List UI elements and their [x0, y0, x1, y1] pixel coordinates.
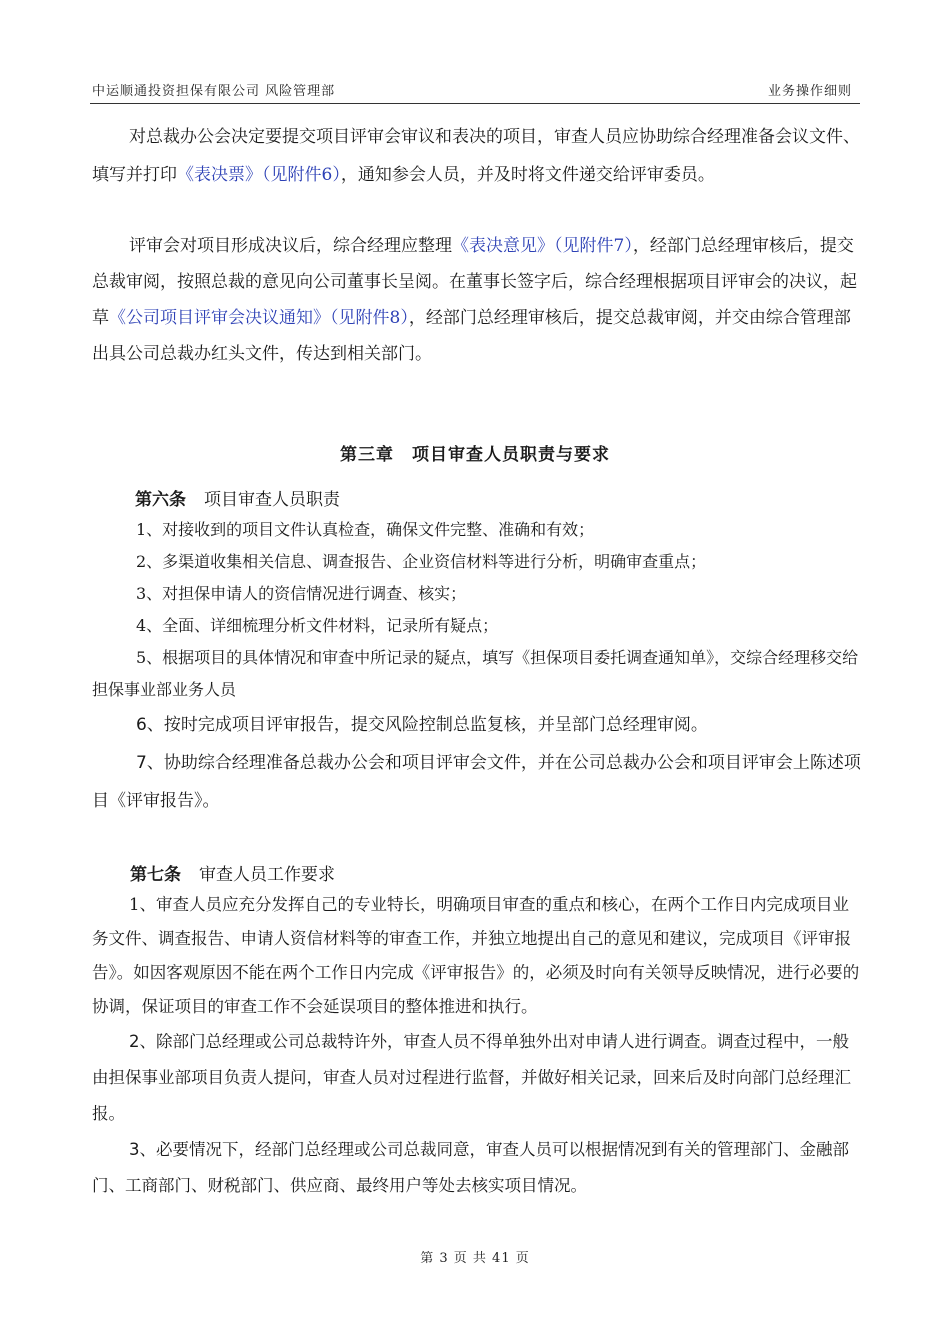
p1-text-5: 准备会议文件、填写并打印: [92, 127, 860, 185]
article-7-item-1: 1、审查人员应充分发挥自己的专业特长，明确项目审查的重点和核心，在两个工作日内完成项目业务文件、调查报告、申请人资信材料等的审查工作，并独立地提出自己的意见和建议，完成项目《评审报告》。如因客观原因不能在两个工作日内完成《评审报告》的，必须及时向有关领导反映情况，进行必要的协调，保证项目的审查工作不会延误项目的整体推进和执行。: [92, 895, 860, 1016]
article-7-list: [92, 888, 862, 1204]
p1-text-4: 审查人员应协助综合经理: [554, 127, 741, 147]
article-6-item-7: 7、协助综合经理准备总裁办公会和项目评审会文件，并在公司总裁办公会和项目评审会上陈述项目《评审报告》。: [92, 753, 861, 811]
p2-text-3: ，经部门总经理审核后，提交总裁审阅，按照总裁的意见向公司董事长呈阅。在董事长签字后，综合经理根据项目评审会的决议，起草: [92, 236, 857, 328]
header-company: 中运顺通投资担保有限公司 风险管理部: [92, 84, 336, 99]
p2-attachment-link-2[interactable]: 《公司项目评审会决议通知》（见附件8）: [109, 308, 409, 328]
article-6-item-4: 4、全面、详细梳理分析文件材料，记录所有疑点；: [136, 616, 499, 635]
article-7-label: 第七条: [130, 865, 181, 885]
article-6-item-1: 1、对接收到的项目文件认真检查，确保文件完整、准确和有效；: [136, 520, 595, 539]
article-6-label: 第六条: [135, 490, 186, 510]
article-6-item-2: 2、多渠道收集相关信息、调查报告、企业资信材料等进行分析，明确审查重点；: [136, 552, 707, 571]
article-7-title: 审查人员工作要求: [199, 865, 335, 885]
p1-text-6: ，通知参会人员，并及时将文件递交给评审委员。: [340, 165, 715, 185]
p1-text-2: 项目: [316, 127, 350, 147]
header-doc-title: 业务操作细则: [767, 84, 852, 99]
p2-text-4: ，经部门总经理审核后，提交总裁审阅，并交由综合管理部出具公司总裁办红头文件，: [92, 308, 851, 364]
article-7-heading: [130, 860, 335, 885]
article-7-item-3: 3、必要情况下，经部门总经理或公司总裁同意，审查人员可以根据情况到有关的管理部门、金融部门、工商部门、财税部门、供应商、最终用户等处去核实项目情况。: [92, 1140, 849, 1195]
p2-text-2: 综合经理应整理: [333, 236, 452, 256]
article-6-title: 项目审查人员职责: [204, 490, 340, 510]
article-6-list: [92, 514, 862, 820]
article-6-item-6: 6、按时完成项目评审报告，提交风险控制总监复核，并呈部门总经理审阅。: [136, 715, 708, 735]
p1-text-1: 对总裁办公会决定要提交: [129, 127, 316, 147]
p2-text-5: 传达到相关部门。: [296, 344, 432, 364]
chapter-title: 第三章 项目审查人员职责与要求: [340, 445, 610, 465]
article-7-item-2: 2、除部门总经理或公司总裁特许外，审查人员不得单独外出对申请人进行调查。调查过程中，一般由担保事业部项目负责人提问，审查人员对过程进行监督，并做好相关记录，回来后及时向部门总经理汇报。: [92, 1032, 851, 1123]
article-6-item-5: 5、根据项目的具体情况和审查中所记录的疑点，填写《担保项目委托调查通知单》，交综合经理移交给担保事业部业务人员: [92, 648, 859, 699]
p2-attachment-link-1[interactable]: 《表决意见》（见附件7）: [452, 236, 633, 256]
article-6-item-3: 3、对担保申请人的资信情况进行调查、核实；: [136, 584, 467, 603]
p1-attachment-link[interactable]: 《表决票》（见附件6）: [177, 165, 341, 185]
page-footer: 第 3 页 共 41 页: [420, 1251, 530, 1266]
p2-text-1: 评审会对项目形成决议后，: [129, 236, 333, 256]
p1-text-3: 评审会审议和表决的项目，: [350, 127, 554, 147]
article-6-heading: [135, 485, 340, 510]
paragraph-resolution: [92, 228, 862, 372]
paragraph-meeting-prep: [92, 118, 862, 194]
header-divider: [90, 103, 860, 104]
